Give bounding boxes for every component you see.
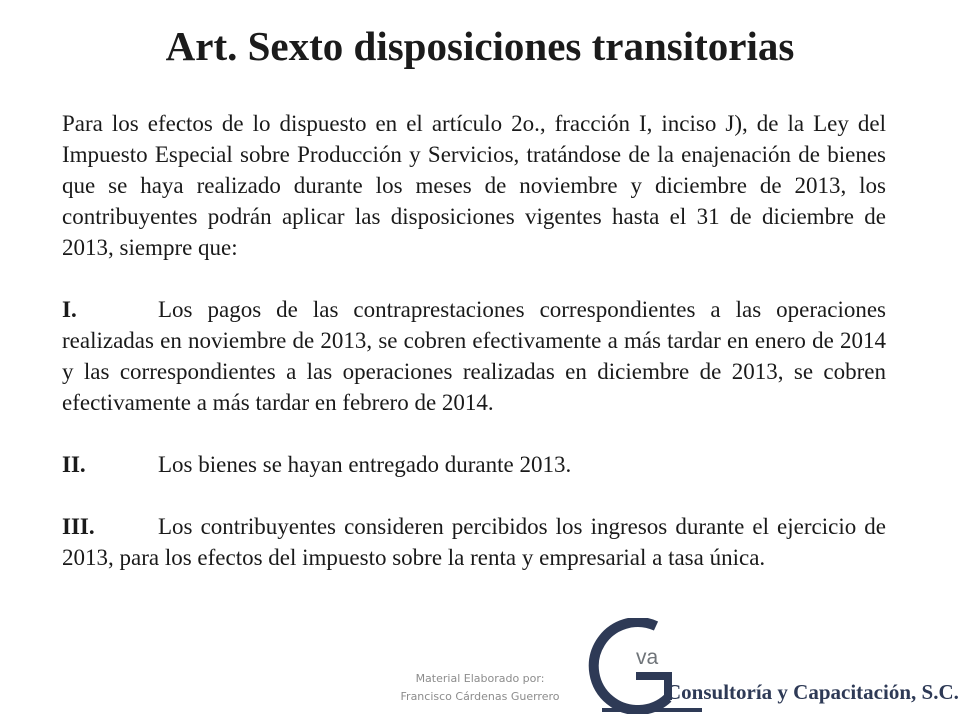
footer-credit [380,670,580,706]
list-item-text: Los contribuyentes consideren percibidos los ingresos durante el ejercicio de 2013, para los efectos del impuesto sobre la renta y empresarial a tasa única. [62,514,886,570]
list-item-iii [62,511,886,573]
credit-line-2: Francisco Cárdenas Guerrero [400,690,560,703]
list-numeral: III. [62,514,95,539]
paragraph-spacer [62,418,886,449]
logo-company-name [666,678,959,706]
company-suffix: , S.C. [911,680,959,704]
list-numeral: II. [62,452,86,477]
company-logo [582,618,959,718]
intro-paragraph: Para los efectos de lo dispuesto en el artículo 2o., fracción I, inciso J), de la Ley del Impuesto Especial sobre Producción y Servicios, tratándose de la enajenación de bienes que se haya realizado durante los meses de noviembre y diciembre de 2013, los contribuyentes podrán aplicar las disposiciones vigentes hasta el 31 de diciembre de 2013, siempre que: [62,111,886,260]
paragraph-spacer [62,263,886,294]
list-item-i [62,294,886,418]
company-name: Consultoría y Capacitación [666,680,912,704]
logo-mark-text: va [636,646,659,669]
credit-line-1: Material Elaborado por: [415,672,545,685]
list-item-text: Los pagos de las contraprestaciones correspondientes a las operaciones realizadas en noviembre de 2013, se cobren efectivamente a más tardar en enero de 2014 y las correspondientes a las operaciones realizadas en diciembre de 2013, se cobren efectivamente a más tardar en febrero de 2014. [62,297,886,415]
logo-underline [602,708,702,712]
slide-title: Art. Sexto disposiciones transitorias [165,23,795,69]
paragraph-spacer [62,480,886,511]
list-item-text: Los bienes se hayan entregado durante 2013. [158,452,572,477]
list-item-ii [62,449,886,480]
list-numeral: I. [62,297,77,322]
body-text [62,108,886,573]
